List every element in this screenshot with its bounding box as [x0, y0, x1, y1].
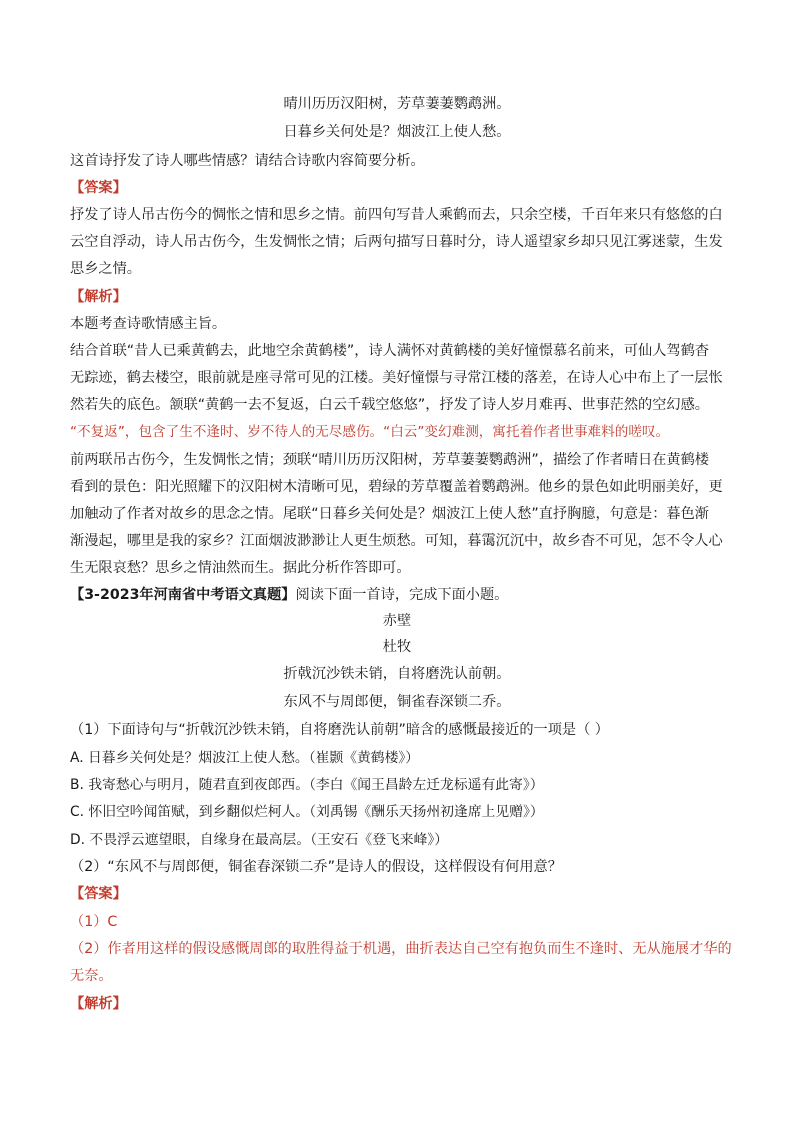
poem-author: 杜牧 [382, 639, 412, 655]
sub-question-1: （1）下面诗句与“折戟沉沙铁未销，自将磨洗认前朝”暗含的感慨最接近的一项是（ ） [70, 722, 609, 738]
answer-2-line: （2）作者用这样的假设感慨周郎的取胜得益于机遇，曲折表达自己空有抱负而生不逢时、无从施展才华的 [70, 941, 732, 957]
analysis-line: 加触动了作者对故乡的思念之情。尾联“日暮乡关何处是？烟波江上使人愁”直抒胸臆，句意是：暮色渐 [70, 506, 709, 522]
option-c: C. 怀旧空吟闻笛赋，到乡翻似烂柯人。（刘禹锡《酬乐天扬州初逢席上见赠》） [70, 804, 544, 820]
analysis-line: 前两联吊古伤今，生发惆怅之情；颈联“晴川历历汉阳树，芳草萋萋鹦鹉洲”，描绘了作者晴日在黄鹤楼 [70, 452, 709, 468]
analysis-line-highlight: “不复返”，包含了生不逢时、岁不待人的无尽感伤。“白云”变幻难测，寓托着作者世事难料的嗟叹。 [70, 424, 670, 440]
analysis-line: 无踪迹，鹤去楼空，眼前就是座寻常可见的江楼。美好憧憬与寻常江楼的落差，在诗人心中布上了一层怅 [70, 370, 723, 386]
option-d: D. 不畏浮云遮望眼，自缘身在最高层。（王安石《登飞来峰》） [70, 832, 449, 848]
analysis-label: 【解析】 [70, 289, 127, 305]
answer-line: 思乡之情。 [70, 261, 141, 277]
section-tag: 【3-2023年河南省中考语文真题】 [70, 587, 296, 603]
answer-label: 【答案】 [70, 180, 127, 196]
answer-1: （1）C [70, 914, 118, 930]
question-text: 这首诗抒发了诗人哪些情感？请结合诗歌内容简要分析。 [70, 153, 425, 169]
analysis-label: 【解析】 [70, 996, 127, 1012]
analysis-line: 本题考查诗歌情感主旨。 [70, 316, 227, 332]
poem-title: 赤壁 [382, 613, 412, 629]
analysis-line: 生无限哀愁？思乡之情油然而生。据此分析作答即可。 [70, 560, 411, 576]
section-header [70, 584, 730, 606]
option-a: A. 日暮乡关何处是？烟波江上使人愁。（崔颢《黄鹤楼》） [70, 750, 420, 766]
answer-2-line: 无奈。 [70, 968, 113, 984]
answer-label: 【答案】 [70, 886, 127, 902]
answer-line: 抒发了诗人吊古伤今的惆怅之情和思乡之情。前四句写昔人乘鹤而去，只余空楼，千百年来只有悠悠的白 [70, 207, 723, 223]
poem-line-4: 日暮乡关何处是？烟波江上使人愁。 [283, 124, 511, 140]
analysis-line: 渐漫起，哪里是我的家乡？江面烟波渺渺让人更生烦愁。可知，暮霭沉沉中，故乡杳不可见，怎不令人心 [70, 533, 723, 549]
poem-line-1: 折戟沉沙铁未销，自将磨洗认前朝。 [283, 666, 511, 682]
analysis-line: 看到的景色：阳光照耀下的汉阳树木清晰可见，碧绿的芳草覆盖着鹦鹉洲。他乡的景色如此明丽美好，更 [70, 479, 723, 495]
analysis-line: 然若失的底色。颔联“黄鹤一去不复返，白云千载空悠悠”，抒发了诗人岁月难再、世事茫然的空幻感。 [70, 397, 709, 413]
poem-line-3: 晴川历历汉阳树，芳草萋萋鹦鹉洲。 [283, 96, 511, 112]
poem-line-2: 东风不与周郎便，铜雀春深锁二乔。 [283, 694, 511, 710]
option-b: B. 我寄愁心与明月，随君直到夜郎西。（李白《闻王昌龄左迁龙标遥有此寄》） [70, 777, 544, 793]
analysis-line: 结合首联“昔人已乘黄鹤去，此地空余黄鹤楼”，诗人满怀对黄鹤楼的美好憧憬慕名前来，可仙人驾鹤杳 [70, 343, 709, 359]
sub-question-2: （2）“东风不与周郎便，铜雀春深锁二乔”是诗人的假设，这样假设有何用意？ [70, 859, 562, 875]
section-instruction: 阅读下面一首诗，完成下面小题。 [295, 587, 509, 603]
answer-line: 云空自浮动，诗人吊古伤今，生发惆怅之情；后两句描写日暮时分，诗人遥望家乡却只见江雾迷蒙，生发 [70, 234, 723, 250]
